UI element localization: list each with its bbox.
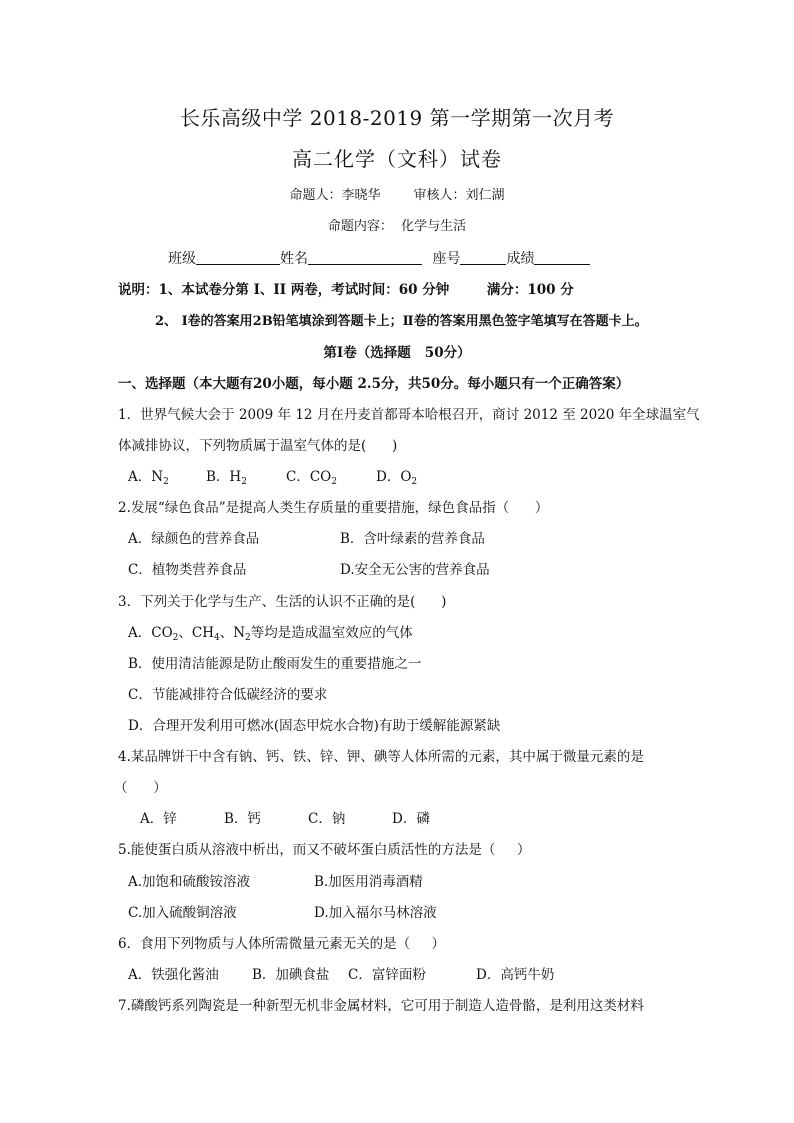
- q5-option-b[interactable]: B.加医用消毒酒精: [314, 874, 423, 890]
- q5-options-row2: [128, 903, 437, 923]
- q2-option-a[interactable]: A．绿颜色的营养食品: [128, 531, 260, 547]
- exam-subtitle: 高二化学（文科）试卷: [292, 147, 502, 171]
- q6-options: [128, 965, 554, 985]
- q5-option-c[interactable]: C.加入硫酸铜溶液: [128, 905, 237, 921]
- q5-stem: 5.能使蛋白质从溶液中析出，而又不破坏蛋白质活性的方法是（ ）: [118, 842, 531, 858]
- class-blank[interactable]: [196, 248, 280, 265]
- q6-option-d[interactable]: D．高钙牛奶: [476, 967, 555, 983]
- q4-paren: （ ）: [114, 780, 167, 796]
- q4-option-b[interactable]: B．钙: [224, 811, 261, 827]
- q1-stem-line2: 体减排协议，下列物质属于温室气体的是( ): [118, 438, 398, 454]
- q1-options: [128, 467, 417, 492]
- instruction-2: 2、 Ⅰ卷的答案用2B铅笔填涂到答题卡上；Ⅱ卷的答案用黑色签字笔填写在答题卡上。: [155, 314, 648, 329]
- q4-stem: 4.某品牌饼干中含有钠、钙、铁、锌、钾、碘等人体所需的元素，其中属于微量元素的是: [118, 749, 644, 765]
- q3-stem: 3．下列关于化学与生产、生活的认识不正确的是( ): [118, 594, 447, 610]
- q4-option-a[interactable]: A．锌: [140, 811, 177, 827]
- q6-stem: 6．食用下列物质与人体所需微量元素无关的是（ ）: [118, 936, 446, 952]
- exam-title: 长乐高级中学 2018-2019 第一学期第一次月考: [179, 106, 615, 130]
- part-title: 一、选择题（本大题有20小题，每小题 2.5分，共50分。每小题只有一个正确答案）: [118, 376, 630, 392]
- score-label: 成绩: [506, 251, 535, 267]
- q5-options-row1: [128, 872, 423, 892]
- section-heading: 第Ⅰ卷（选择题 50分）: [323, 345, 471, 361]
- q2-option-b[interactable]: B．含叶绿素的营养食品: [340, 531, 485, 547]
- q2-options-row2: [128, 560, 490, 580]
- q6-option-a[interactable]: A．铁强化酱油: [128, 967, 219, 983]
- q1-option-b[interactable]: B．$H_2$: [206, 469, 247, 487]
- name-blank[interactable]: [308, 248, 422, 265]
- q4-option-d[interactable]: D．磷: [392, 811, 430, 827]
- q3-option-d[interactable]: D．合理开发利用可燃冰(固态甲烷水合物)有助于缓解能源紧缺: [128, 718, 501, 734]
- q7-stem: 7.磷酸钙系列陶瓷是一种新型无机非金属材料，它可用于制造人造骨骼，是利用这类材料: [118, 998, 644, 1014]
- seat-blank[interactable]: [460, 248, 506, 265]
- q2-options-row1: [128, 529, 485, 549]
- q1-option-a[interactable]: A．$N_2$: [128, 469, 169, 487]
- q1-stem-line1: 1．世界气候大会于 2009 年 12 月在丹麦首都哥本哈根召开，商讨 2012 至 2020 年全球温室气: [118, 407, 700, 423]
- instruction-1: 说明：1、本试卷分第 I、II 两卷，考试时间：60 分钟 满分：100 分: [118, 282, 574, 298]
- q6-option-b[interactable]: B．加碘食盐: [252, 967, 330, 983]
- q6-option-c[interactable]: C．富锌面粉: [348, 967, 426, 983]
- q3-option-c[interactable]: C．节能减排符合低碳经济的要求: [128, 687, 328, 703]
- q2-option-c[interactable]: C．植物类营养食品: [128, 562, 247, 578]
- class-label: 班级: [168, 251, 196, 267]
- seat-label: 座号: [432, 251, 461, 267]
- q2-option-d[interactable]: D.安全无公害的营养食品: [340, 562, 490, 578]
- q3-option-b[interactable]: B．使用清洁能源是防止酸雨发生的重要措施之一: [128, 656, 422, 672]
- name-label: 姓名: [280, 251, 308, 267]
- score-blank[interactable]: [534, 248, 590, 265]
- authors-line: 命题人：李晓华 审核人：刘仁湖: [289, 188, 505, 203]
- student-info-fields: [168, 248, 590, 269]
- q1-option-d[interactable]: D．$O_2$: [376, 469, 418, 487]
- q5-option-a[interactable]: A.加饱和硫酸铵溶液: [128, 874, 251, 890]
- content-line: 命题内容： 化学与生活: [327, 219, 467, 234]
- q4-options: [140, 809, 430, 829]
- q1-option-c[interactable]: C．$CO_2$: [286, 469, 337, 487]
- q4-option-c[interactable]: C．钠: [308, 811, 346, 827]
- q5-option-d[interactable]: D.加入福尔马林溶液: [314, 905, 437, 921]
- q3-option-a[interactable]: A．$CO_2$、$CH_4$、$N_2$等均是造成温室效应的气体: [128, 625, 413, 643]
- q2-stem: 2.发展“绿色食品”是提高人类生存质量的重要措施，绿色食品指（ ）: [118, 500, 549, 516]
